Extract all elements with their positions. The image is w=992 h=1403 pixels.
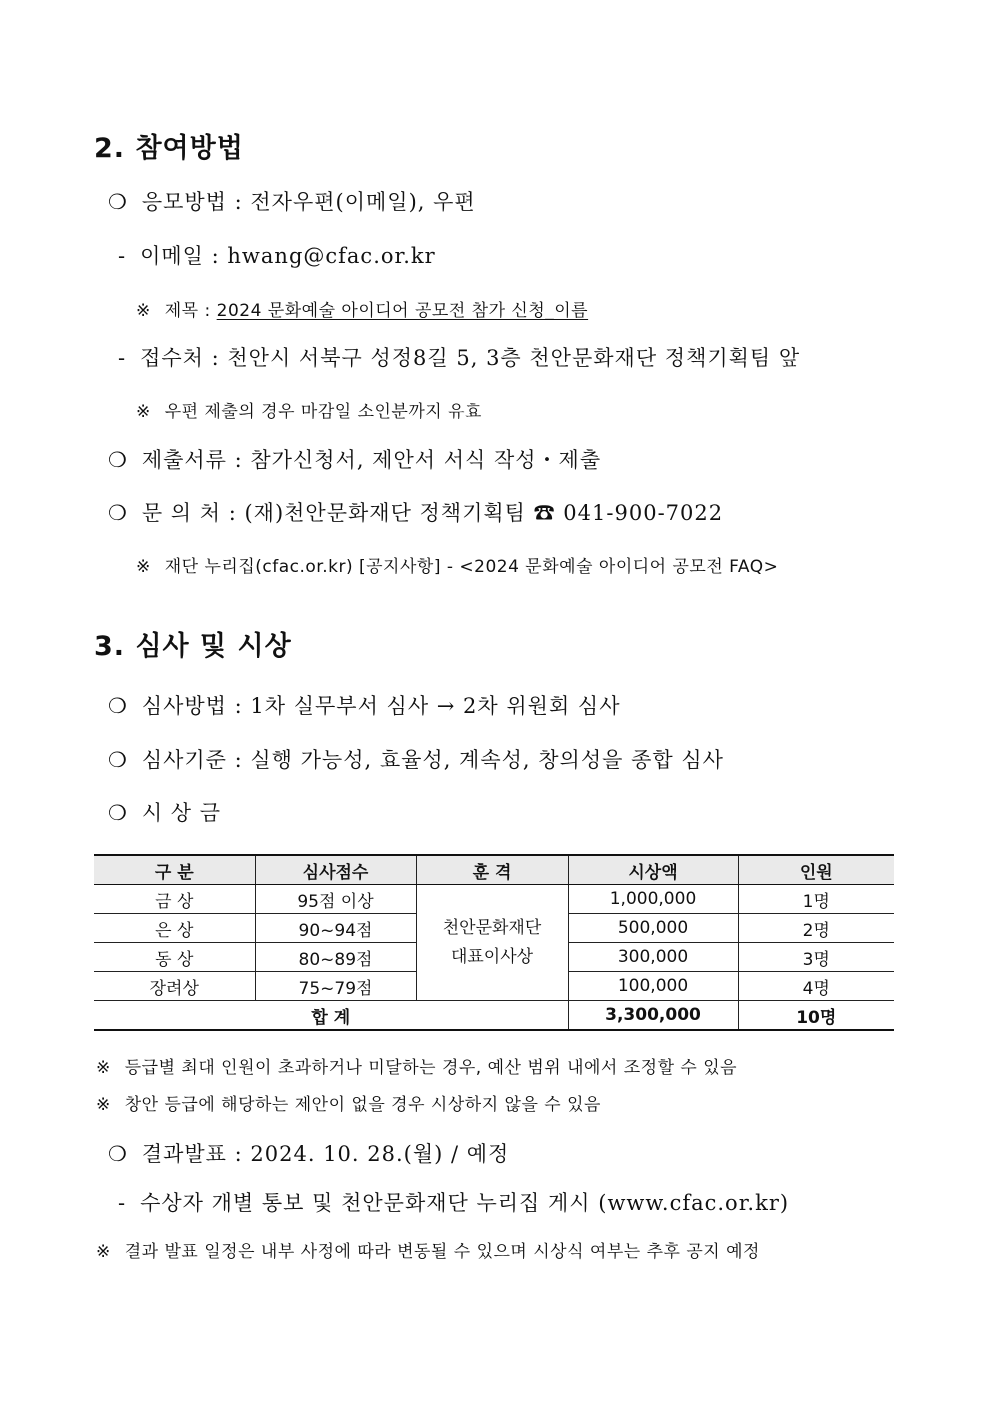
score-cell: 90~94점 bbox=[255, 914, 416, 943]
honor-line-1: 천안문화재단 bbox=[442, 917, 542, 938]
header-honor: 훈 격 bbox=[416, 855, 568, 885]
no-award-note bbox=[96, 1090, 601, 1115]
amount-cell: 1,000,000 bbox=[568, 885, 738, 914]
reference-mark-icon: ※ bbox=[136, 301, 151, 321]
header-count: 인원 bbox=[738, 855, 894, 885]
prize-money-item bbox=[108, 797, 221, 827]
reference-mark-icon: ※ bbox=[96, 1242, 111, 1262]
amount-cell: 500,000 bbox=[568, 914, 738, 943]
circle-bullet-icon: ❍ bbox=[108, 190, 128, 214]
contact-text: 문 의 처 : (재)천안문화재단 정책기획팀 ☎ 041-900-7022 bbox=[141, 501, 724, 525]
prize-table-header bbox=[94, 855, 894, 885]
prize-money-text: 시 상 금 bbox=[141, 801, 222, 825]
postmark-note bbox=[136, 397, 482, 422]
contact-item bbox=[108, 497, 723, 527]
score-cell: 95점 이상 bbox=[255, 885, 416, 914]
header-grade: 구 분 bbox=[94, 855, 255, 885]
section-3-title: 3. 심사 및 시상 bbox=[94, 631, 292, 662]
no-award-note-text: 창안 등급에 해당하는 제안이 없을 경우 시상하지 않을 수 있음 bbox=[124, 1095, 601, 1115]
application-method-text: 응모방법 : 전자우편(이메일), 우편 bbox=[141, 190, 476, 214]
reference-mark-icon: ※ bbox=[96, 1095, 111, 1115]
honor-line-2: 대표이사상 bbox=[450, 946, 534, 967]
dash-bullet: - bbox=[118, 346, 127, 370]
count-cell: 2명 bbox=[738, 914, 894, 943]
dash-bullet: - bbox=[118, 1191, 127, 1215]
mail-address-text: 접수처 : 천안시 서북구 성정8길 5, 3층 천안문화재단 정책기획팀 앞 bbox=[140, 346, 801, 370]
reference-mark-icon: ※ bbox=[136, 557, 151, 577]
postmark-note-text: 우편 제출의 경우 마감일 소인분까지 유효 bbox=[164, 402, 482, 422]
faq-note bbox=[136, 552, 778, 577]
review-criteria-text: 심사기준 : 실행 가능성, 효율성, 계속성, 창의성을 종합 심사 bbox=[141, 748, 724, 772]
result-announcement-item bbox=[108, 1138, 509, 1168]
count-cell: 3명 bbox=[738, 943, 894, 972]
circle-bullet-icon: ❍ bbox=[108, 1142, 128, 1166]
documents-item bbox=[108, 444, 601, 474]
subject-label: 제목 : bbox=[164, 301, 217, 321]
circle-bullet-icon: ❍ bbox=[108, 801, 128, 825]
documents-text: 제출서류 : 참가신청서, 제안서 서식 작성・제출 bbox=[141, 448, 602, 472]
email-subject-note bbox=[136, 296, 588, 321]
grade-cell: 동 상 bbox=[94, 943, 255, 972]
mail-address-item bbox=[118, 342, 800, 372]
count-cell: 4명 bbox=[738, 972, 894, 1001]
amount-cell: 100,000 bbox=[568, 972, 738, 1001]
grade-adjust-note-text: 등급별 최대 인원이 초과하거나 미달하는 경우, 예산 범위 내에서 조정할 수 있음 bbox=[124, 1058, 738, 1078]
circle-bullet-icon: ❍ bbox=[108, 694, 128, 718]
email-text: 이메일 : hwang@cfac.or.kr bbox=[140, 244, 436, 268]
schedule-change-note bbox=[96, 1237, 760, 1262]
score-cell: 75~79점 bbox=[255, 972, 416, 1001]
total-amount: 3,300,000 bbox=[568, 1001, 738, 1031]
email-item bbox=[118, 240, 436, 270]
grade-adjust-note bbox=[96, 1053, 737, 1078]
circle-bullet-icon: ❍ bbox=[108, 448, 128, 472]
total-count: 10명 bbox=[738, 1001, 894, 1031]
table-row bbox=[94, 885, 894, 914]
grade-cell: 장려상 bbox=[94, 972, 255, 1001]
honor-cell bbox=[416, 885, 568, 1001]
review-method-item bbox=[108, 690, 620, 720]
reference-mark-icon: ※ bbox=[96, 1058, 111, 1078]
count-cell: 1명 bbox=[738, 885, 894, 914]
grade-cell: 은 상 bbox=[94, 914, 255, 943]
score-cell: 80~89점 bbox=[255, 943, 416, 972]
review-method-text: 심사방법 : 1차 실무부서 심사 → 2차 위원회 심사 bbox=[141, 694, 621, 718]
circle-bullet-icon: ❍ bbox=[108, 748, 128, 772]
reference-mark-icon: ※ bbox=[136, 402, 151, 422]
email-subject-format: 2024 문화예술 아이디어 공모전 참가 신청_이름 bbox=[216, 301, 589, 321]
grade-cell: 금 상 bbox=[94, 885, 255, 914]
application-method-item bbox=[108, 186, 476, 216]
section-2-title: 2. 참여방법 bbox=[94, 133, 244, 164]
winner-notice-item bbox=[118, 1187, 789, 1217]
total-label: 합 계 bbox=[94, 1001, 568, 1031]
circle-bullet-icon: ❍ bbox=[108, 501, 128, 525]
amount-cell: 300,000 bbox=[568, 943, 738, 972]
winner-notice-text: 수상자 개별 통보 및 천안문화재단 누리집 게시 (www.cfac.or.kr) bbox=[140, 1191, 790, 1215]
result-announcement-text: 결과발표 : 2024. 10. 28.(월) / 예정 bbox=[141, 1142, 510, 1166]
header-amount: 시상액 bbox=[568, 855, 738, 885]
header-score: 심사점수 bbox=[255, 855, 416, 885]
review-criteria-item bbox=[108, 744, 724, 774]
schedule-change-note-text: 결과 발표 일정은 내부 사정에 따라 변동될 수 있으며 시상식 여부는 추후 공지 예정 bbox=[124, 1242, 760, 1262]
dash-bullet: - bbox=[118, 244, 127, 268]
total-row bbox=[94, 1001, 894, 1031]
prize-table bbox=[94, 854, 894, 1031]
faq-note-text: 재단 누리집(cfac.or.kr) [공지사항] - <2024 문화예술 아이디어 공모전 FAQ> bbox=[164, 557, 779, 577]
